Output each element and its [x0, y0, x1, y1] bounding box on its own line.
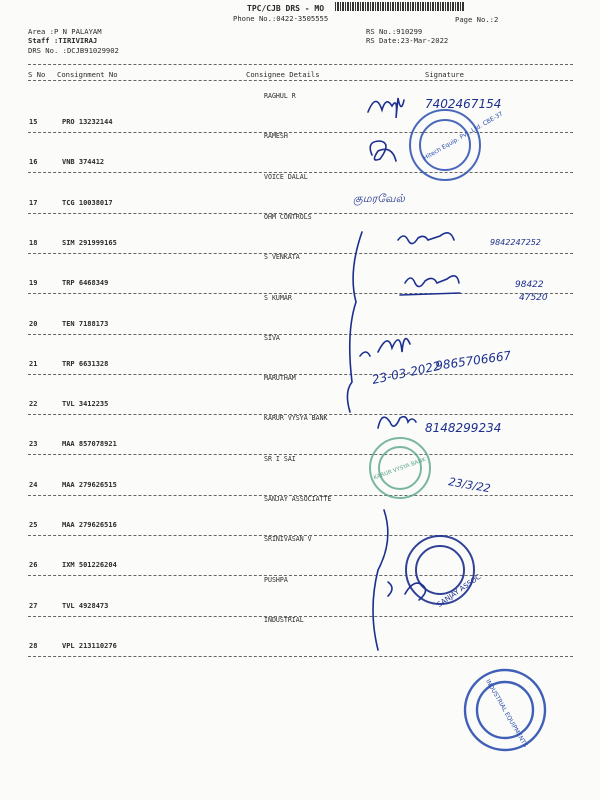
row-consignment: VNB 374412	[62, 158, 105, 167]
row-consignment: TVL 4928473	[62, 601, 109, 610]
row-consignment: MAA 279626515	[62, 480, 117, 489]
row-sno: 18	[29, 238, 38, 247]
col-consignment: Consignment No	[57, 70, 118, 79]
stamp-28-text: INDUSTRIAL EQUIPMENTS	[484, 678, 529, 749]
row-sno: 20	[29, 319, 38, 328]
hand-phone-21: 9865706667	[434, 348, 513, 373]
row-consignee: PUSHPA	[264, 575, 288, 584]
rs-date: RS Date:23-Mar-2022	[366, 36, 449, 45]
col-signature: Signature	[425, 70, 464, 79]
row-sno: 15	[29, 118, 38, 126]
row-consignment: MAA 857078921	[62, 440, 117, 449]
signature-18	[398, 233, 454, 244]
phone-number: Phone No.:0422-3505555	[233, 14, 329, 23]
row-consignment: MAA 279626516	[62, 521, 117, 529]
row-consignee: INDUSTRIAL	[264, 615, 304, 624]
row-consignee: SIVA	[264, 333, 280, 342]
rs-number: RS No.:910299	[366, 27, 423, 36]
row-consignee: SR I SAI	[264, 454, 296, 463]
signature-16	[370, 141, 396, 161]
drs-number: DRS No. :DCJB91029902	[28, 46, 119, 55]
col-consignee: Consignee Details	[246, 70, 320, 79]
row-consignment: TCG 10038017	[62, 198, 113, 207]
row-consignee: RAMESH	[264, 132, 288, 141]
row-sno: 22	[29, 400, 38, 409]
bracket-line	[347, 232, 362, 412]
bracket-line-2	[373, 510, 388, 650]
row-sno: 21	[29, 359, 38, 368]
row-consignee: RAGHUL R	[264, 92, 296, 100]
row-consignment: TRP 6468349	[62, 279, 109, 288]
row-sno: 25	[29, 521, 38, 529]
row-consignee: MARUTHAM	[264, 374, 296, 383]
hand-tamil-17: குமரவேல்	[353, 192, 405, 205]
row-consignee: SANJAY ASSOCIATTE	[264, 495, 332, 503]
stamp-16-text: Hitech Equip. Pvt. Ltd. CBE-37	[422, 110, 505, 162]
row-sno: 24	[29, 480, 38, 489]
row-consignment: IXM 501226204	[62, 561, 117, 570]
row-consignee: KARUR VYSYA BANK	[264, 414, 328, 423]
hand-date-21: 23-03-2022	[370, 358, 442, 387]
page-number: Page No.:2	[455, 15, 499, 24]
row-consignment: TEN 7188173	[62, 319, 109, 328]
row-consignee: S VENKATA	[264, 253, 300, 262]
staff-label: Staff :TIRIVIRAJ	[28, 36, 98, 45]
stamp-25-text: SANJAY ASSOC	[435, 572, 483, 609]
row-consignee: SRINIVASAN V	[264, 535, 312, 544]
row-consignment: VPL 213110276	[62, 641, 117, 650]
hand-phone-19a: 98422	[515, 280, 544, 290]
hand-date-23: 23/3/22	[447, 475, 492, 496]
signature-15	[368, 98, 404, 118]
row-consignee: S KUMAR	[264, 293, 292, 302]
stamp-25	[406, 536, 474, 604]
row-consignee: OHM CONTROLS	[264, 212, 312, 221]
row-consignment: TVL 3412235	[62, 400, 109, 409]
row-consignment: PRO 13232144	[62, 118, 113, 126]
document-title: TPC/CJB DRS - MO	[247, 4, 325, 13]
hand-phone-22: 8148299234	[425, 421, 502, 435]
hand-phone-18: 9842247252	[490, 238, 541, 247]
row-sno: 28	[29, 641, 38, 650]
row-sno: 26	[29, 561, 38, 570]
row-consignment: SIM 291999165	[62, 238, 117, 247]
row-sno: 27	[29, 601, 38, 610]
row-sno: 19	[29, 279, 38, 288]
row-sno: 16	[29, 158, 38, 167]
area-label: Area :P N PALAYAM	[28, 27, 102, 36]
row-consignee: VOICE DALAL	[264, 172, 308, 181]
row-sno: 23	[29, 440, 38, 449]
signature-19	[400, 276, 460, 295]
hand-phone-15: 7402467154	[425, 97, 502, 111]
row-consignment: TRP 6631328	[62, 359, 109, 368]
stamp-23-text: KARUR VYSYA BANK	[373, 456, 427, 482]
signature-21	[360, 339, 410, 356]
hand-phone-19b: 47520	[519, 293, 548, 303]
signature-22	[378, 417, 416, 428]
col-sno: S No	[28, 70, 46, 79]
row-sno: 17	[29, 198, 38, 207]
